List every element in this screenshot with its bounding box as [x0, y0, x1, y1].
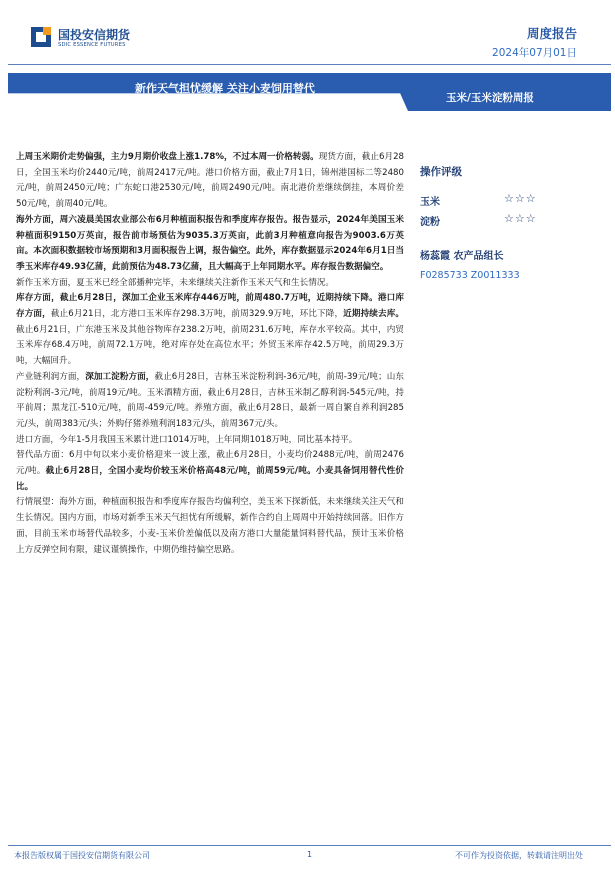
- paragraph-profit-detail: 截止6月28日，吉林玉米淀粉利润-36元/吨，前周-39元/吨；山东淀粉利润-3元/吨，前周19元/吨。玉米酒精方面，截止6月28日，吉林玉米制乙醇利润-545元/吨，持平前周；黑龙江-510元/吨，前周-459元/吨。养殖方面，截止6月28日，最新一周自繁自养利润285元/头，前周383元/头；外购仔猪养殖利润183元/头，前周367元/头。: [16, 371, 404, 429]
- paragraph-profit-starch: 深加工淀粉方面，: [85, 371, 155, 382]
- paragraph-substitute-lead: 替代品方面：6月中旬以来小麦价格迎来一波上涨，截止6月28日，小麦均价2488元/吨，前周2476元/吨。: [16, 450, 404, 477]
- paragraph-overseas: [16, 213, 404, 276]
- logo-text-cn: 国投安信期货: [58, 28, 131, 42]
- footer-copyright: 本报告版权属于国投安信期货有限公司: [14, 851, 150, 860]
- header-divider: [8, 64, 611, 65]
- footer-divider: [8, 845, 611, 846]
- logo-text-en: SDIC ESSENCE FUTURES: [58, 42, 126, 48]
- report-subtitle: 玉米/玉米淀粉周报: [446, 92, 534, 104]
- paragraph-market: [16, 150, 404, 213]
- rating-sidebar: [420, 164, 600, 281]
- paragraph-inventory-trend: 近期持续去库。: [343, 309, 404, 320]
- paragraph-import-text: 进口方面，今年1-5月我国玉米累计进口1014万吨，上年同期1018万吨，同比基本持平。: [16, 434, 358, 445]
- paragraph-inventory-south: 截止6月21日，广东港玉米及其他谷物库存238.2万吨，前周231.6万吨，库存水平较高。其中，内贸玉米库存68.4万吨，前周72.1万吨，绝对库存处在高位水平；外贸玉米库存42.5万吨，前周29.3万吨，大幅回升。: [16, 324, 404, 367]
- report-body: [16, 150, 404, 558]
- paragraph-inventory-lead: 库存方面，截止6月28日，深加工企业玉米库存446万吨，前周480.7万吨，近期持续下降。港口库存方面，: [16, 293, 404, 320]
- paragraph-overseas-text: 海外方面，周六凌晨美国农业部公布6月种植面积报告和季度库存报告。报告显示，2024年美国玉米种植面积9150万英亩，报告前市场预估为9035.3万英亩，此前3月种植意向报告为9003.6万英亩。本次面积数据较市场预期和3月面积报告上调，报告偏空。此外，库存数据显示2024年6月1日当季玉米库存49.93亿蒲，此前预估为48.73亿蒲，且大幅高于上年同期水平。库存报告数据偏空。: [16, 214, 404, 272]
- paragraph-substitute-spread: 截止6月28日，全国小麦均价较玉米价格高48元/吨，前周59元/吨。小麦具备饲用替代性价比。: [16, 466, 404, 492]
- paragraph-market-lead: 上周玉米期价走势偏强，主力9月期价收盘上涨1.78%，不过本周一价格转弱。: [16, 152, 319, 162]
- rating-label: 淀粉: [420, 217, 440, 228]
- rating-row-starch: [420, 209, 600, 229]
- company-logo: [30, 24, 150, 52]
- rating-heading: 操作评级: [420, 166, 462, 178]
- logo-mark-icon: [30, 26, 52, 48]
- report-title: 新作天气担忧缓解 关注小麦饲用替代: [135, 82, 315, 95]
- paragraph-outlook: [16, 495, 404, 558]
- footer-disclaimer: 不可作为投资依据，转载请注明出处: [455, 851, 583, 860]
- report-date: 2024年07月01日: [492, 47, 577, 59]
- paragraph-outlook-text: 行情展望：海外方面，种植面积报告和季度库存报告均偏利空，美玉米下探新低，未来继续关注天气和生长情况。国内方面，市场对新季玉米天气担忧有所缓解，新作合约自上周周中开始持续回落。旧作方面，目前玉米市场替代品较多，小麦-玉米价差偏低以及南方港口大量能量饲料替代品，预计玉米价格上方反弹空间有限，建议谨慎操作，中期仍维持偏空思路。: [16, 497, 404, 555]
- rating-label: 玉米: [420, 197, 440, 208]
- paragraph-inventory-north: 截止6月21日，北方港口玉米库存298.3万吨，前周329.9万吨，环比下降，: [50, 309, 344, 320]
- paragraph-new-crop-text: 新作玉米方面，夏玉米已经全部播种完毕，未来继续关注新作玉米天气和生长情况。: [16, 277, 334, 288]
- rating-stars-icon: ☆☆☆: [504, 212, 537, 225]
- paragraph-import: [16, 433, 404, 449]
- paragraph-profit: [16, 370, 404, 433]
- analyst-license-ids: F0285733 Z0011333: [420, 270, 520, 281]
- paragraph-substitute: [16, 448, 404, 495]
- page-number: 1: [307, 850, 313, 859]
- paragraph-profit-lead: 产业链利润方面，: [16, 371, 86, 382]
- rating-stars-icon: ☆☆☆: [504, 192, 537, 205]
- report-type: 周度报告: [526, 26, 577, 41]
- paragraph-market-detail: 现货方面，截止6月28日，全国玉米均价2440元/吨，前周2417元/吨。港口价格方面，截止7月1日，锦州港国标二等2480元/吨，前周2450元/吨；广东蛇口港2530元/吨，前周2490元/吨。南北港价差继续倒挂，本周价差50元/吨，前周40元/吨。: [16, 152, 405, 210]
- paragraph-new-crop: [16, 276, 404, 292]
- paragraph-inventory: [16, 291, 404, 370]
- analyst-name: 杨蕊霞 农产品组长: [420, 251, 504, 262]
- rating-row-corn: [420, 189, 600, 209]
